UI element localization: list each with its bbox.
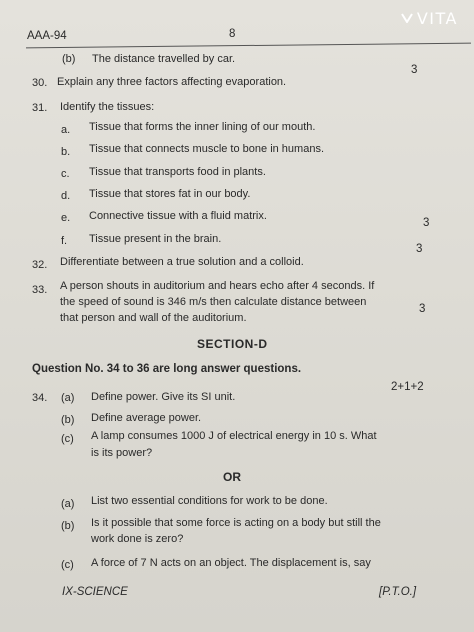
q31-item-text: Tissue that transports food in plants. bbox=[89, 166, 266, 178]
q30-text: Explain any three factors affecting evaporation. bbox=[57, 76, 287, 88]
q31-item-label: e. bbox=[61, 212, 71, 224]
q34-alt-text: work done is zero? bbox=[91, 533, 184, 545]
q34-part-label: (b) bbox=[61, 414, 75, 426]
q31-item-label: f. bbox=[61, 235, 68, 247]
q34-part-text: Define power. Give its SI unit. bbox=[91, 391, 236, 403]
q32-text: Differentiate between a true solution and a colloid. bbox=[60, 256, 304, 268]
q34-alt-label: (c) bbox=[61, 559, 74, 571]
q31-item-text: Tissue present in the brain. bbox=[89, 233, 222, 245]
q29b-label: (b) bbox=[62, 53, 76, 65]
q31-item-label: d. bbox=[61, 190, 71, 202]
camera-brand-icon bbox=[401, 13, 413, 23]
q34-part-label: (a) bbox=[61, 392, 75, 404]
q34-alt-label: (b) bbox=[61, 520, 75, 532]
q31-item-text: Connective tissue with a fluid matrix. bbox=[89, 210, 267, 222]
subject-footer: IX-SCIENCE bbox=[62, 586, 128, 598]
q34-number: 34. bbox=[32, 392, 48, 404]
section-instruction: Question No. 34 to 36 are long answer questions. bbox=[32, 363, 302, 375]
q34-alt-label: (a) bbox=[61, 498, 75, 510]
q33-number: 33. bbox=[32, 284, 48, 296]
q31-item-label: a. bbox=[61, 124, 71, 136]
header-divider bbox=[26, 43, 471, 49]
q31-item-text: Tissue that connects muscle to bone in humans. bbox=[89, 143, 324, 155]
q31-item-label: b. bbox=[61, 146, 71, 158]
q33-line: A person shouts in auditorium and hears echo after 4 seconds. If bbox=[60, 280, 375, 292]
q33-marks: 3 bbox=[419, 303, 426, 315]
q34-part-text: is its power? bbox=[91, 447, 153, 459]
q34-part-text: A lamp consumes 1000 J of electrical energy in 10 s. What bbox=[91, 430, 377, 442]
q34-alt-text: A force of 7 N acts on an object. The displacement is, say bbox=[91, 557, 371, 569]
q34-alt-text: Is it possible that some force is acting on a body but still the bbox=[91, 517, 381, 529]
q30-marks: 3 bbox=[411, 64, 418, 76]
watermark bbox=[401, 9, 458, 28]
page-number: 8 bbox=[229, 28, 236, 40]
q34-part-text: Define average power. bbox=[91, 412, 202, 424]
or-divider: OR bbox=[223, 470, 241, 484]
q31-number: 31. bbox=[32, 102, 48, 114]
q31-item-label: c. bbox=[61, 168, 70, 180]
pto-footer: [P.T.O.] bbox=[379, 586, 417, 598]
q32-marks: 3 bbox=[416, 243, 423, 255]
q30-number: 30. bbox=[32, 77, 48, 89]
section-title: SECTION-D bbox=[197, 337, 268, 351]
watermark-text: VITA bbox=[416, 9, 458, 28]
q31-item-text: Tissue that stores fat in our body. bbox=[89, 188, 251, 200]
q29b-text: The distance travelled by car. bbox=[92, 53, 236, 65]
q33-line: the speed of sound is 346 m/s then calculate distance between bbox=[60, 296, 367, 308]
q34-marks: 2+1+2 bbox=[391, 381, 424, 393]
q33-line: that person and wall of the auditorium. bbox=[60, 312, 247, 324]
q32-number: 32. bbox=[32, 259, 48, 271]
q31-item-text: Tissue that forms the inner lining of our mouth. bbox=[89, 121, 316, 133]
q34-part-label: (c) bbox=[61, 433, 74, 445]
q31-text: Identify the tissues: bbox=[60, 101, 155, 113]
q31-marks: 3 bbox=[423, 217, 430, 229]
paper-code: AAA-94 bbox=[27, 30, 67, 42]
q34-alt-text: List two essential conditions for work to be done. bbox=[91, 495, 328, 507]
